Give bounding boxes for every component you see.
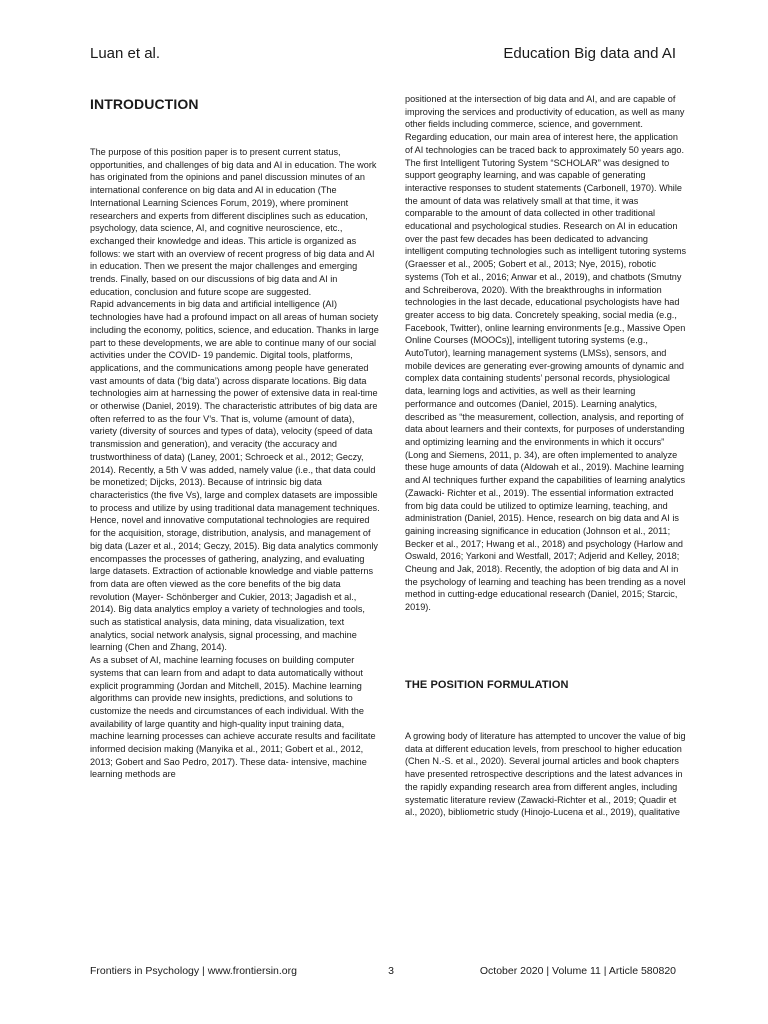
- footer-issue-info: October 2020 | Volume 11 | Article 580820: [479, 965, 676, 977]
- intro-paragraph-2: Rapid advancements in big data and artificial intelligence (AI) technologies have had a profound impact on all areas of human society including the economy, politics, science, and education. Thanks in large part to these developments, we are able to continue many of our social activities under the COVID- 19 pandemic. Digital tools, platforms, applications, and the communications among people have generated vast amounts of data (‘big data’) across disparate locations. Big data technologies aim at harnessing the power of extensive data in real-time or otherwise (Daniel, 2019). The characteristic attributes of big data are often referred to as the four V’s. That is, volume (amount of data), variety (diversity of sources and types of data), velocity (speed of data transmission and generation), and veracity (the accuracy and trustworthiness of data) (Laney, 2001; Schroeck et al., 2012; Geczy, 2014). Recently, a 5th V was added, namely value (i.e., that data could be monetized; Dijcks, 2013). Because of intrinsic big data characteristics (the five Vs), large and complex datasets are impossible to process and utilize by using traditional data management techniques. Hence, novel and innovative computational technologies are required for the acquisition, storage, distribution, analysis, and management of big data (Lazer et al., 2014; Geczy, 2015). Big data analytics commonly encompasses the processes of gathering, analyzing, and evaluating large datasets. Extraction of actionable knowledge and viable patterns from data are often viewed as the core benefits of the big data revolution (Mayer- Schönberger and Cukier, 2013; Jagadish et al., 2014). Big data analytics employ a variety of technologies and tools, such as statistical analysis, data mining, data visualization, text analytics, social network analysis, signal processing, and machine learning (Chen and Zhang, 2014).: [90, 299, 380, 653]
- introduction-heading: INTRODUCTION: [90, 96, 199, 112]
- position-paragraph-1: A growing body of literature has attempted to uncover the value of big data at different education levels, from preschool to higher education (Chen N.-S. et al., 2020). Several journal articles and book chapters have presented retrospective descriptions and the latest advances in the rapidly expanding research area from different angles, including systematic literature review (Zawacki-Richter et al., 2019; Quadir et al., 2020), bibliometric study (Hinojo-Lucena et al., 2019), qualitative: [405, 731, 686, 818]
- footer-journal-link: Frontiers in Psychology | www.frontiersin.org: [90, 965, 297, 977]
- position-formulation-heading: THE POSITION FORMULATION: [405, 679, 569, 691]
- right-column-body: [405, 93, 687, 614]
- position-formulation-body: [405, 730, 687, 819]
- footer-page-number: 3: [388, 965, 394, 977]
- intro-continuation-paragraph: positioned at the intersection of big data and AI, and are capable of improving the services and productivity of education, as well as many other fields including commerce, science, and government. Regarding education, our main area of interest here, the application of AI technologies can be traced back to approximately 50 years ago. The first Intelligent Tutoring System “SCHOLAR” was designed to support geography learning, and was capable of generating interactive responses to student statements (Carbonell, 1970). While the amount of data was relatively small at that time, it was comparable to the amount of data collected in other traditional educational and psychological studies. Research on AI in education over the past few decades has been dedicated to advancing intelligent computing technologies such as intelligent tutoring systems (Graesser et al., 2005; Gobert et al., 2013; Nye, 2015), robotic systems (Toh et al., 2016; Anwar et al., 2019), and chatbots (Smutny and Schreiberova, 2020). With the breakthroughs in information technologies in the last decade, educational psychologists have had greater access to big data. Concretely speaking, social media (e.g., Facebook, Twitter), online learning environments [e.g., Massive Open Online Courses (MOOCs)], intelligent tutoring systems (e.g., AutoTutor), learning management systems (LMSs), sensors, and mobile devices are generating ever-growing amounts of dynamic and complex data containing students’ personal records, physiological data, learning logs and activities, as well as their learning performance and outcomes (Daniel, 2015). Learning analytics, described as “the measurement, collection, analysis, and reporting of data about learners and their contexts, for purposes of understanding and optimizing learning and the environments in which it occurs” (Long and Siemens, 2011, p. 34), are often implemented to analyze these huge amounts of data (Aldowah et al., 2019). Machine learning and AI techniques further expand the capabilities of learning analytics (Zawacki- Richter et al., 2019). The essential information extracted from big data could be utilized to optimize learning, teaching, and administration (Daniel, 2015). Hence, research on big data and AI is gaining increasing significance in education (Johnson et al., 2011; Becker et al., 2017; Hwang et al., 2018) and psychology (Harlow and Oswald, 2016; Yarkoni and Westfall, 2017; Adjerid and Kelley, 2018; Cheung and Jak, 2018). Recently, the adoption of big data and AI in the psychology of learning and teaching has been trending as a novel method in cutting-edge educational research (Daniel, 2015; Starcic, 2019).: [405, 94, 687, 613]
- running-header-title: Education Big data and AI: [503, 45, 676, 62]
- left-column-body: [90, 146, 380, 781]
- intro-paragraph-3: As a subset of AI, machine learning focuses on building computer systems that can learn from and adapt to data automatically without explicit programming (Jordan and Mitchell, 2015). Machine learning algorithms can provide new insights, predictions, and solutions to customize the needs and circumstances of each individual. With the availability of large quantity and high-quality input training data, machine learning processes can achieve accurate results and facilitate informed decision making (Manyika et al., 2011; Gobert et al., 2012, 2013; Gobert and Sao Pedro, 2017). These data- intensive, machine learning methods are: [90, 655, 376, 780]
- running-header-authors: Luan et al.: [90, 45, 161, 62]
- intro-paragraph-1: The purpose of this position paper is to present current status, opportunities, and challenges of big data and AI in education. The work has originated from the opinions and panel discussion minutes of an international conference on big data and AI in education (The International Learning Sciences Forum, 2019), where prominent researchers and experts from different disciplines such as education, psychology, data science, AI, and cognitive neuroscience, etc., exchanged their knowledge and ideas. This article is organized as follows: we start with an overview of recent progress of big data and AI in education. Then we present the major challenges and emerging trends. Finally, based on our discussions of big data and AI in education, conclusion and future scope are suggested.: [90, 147, 377, 297]
